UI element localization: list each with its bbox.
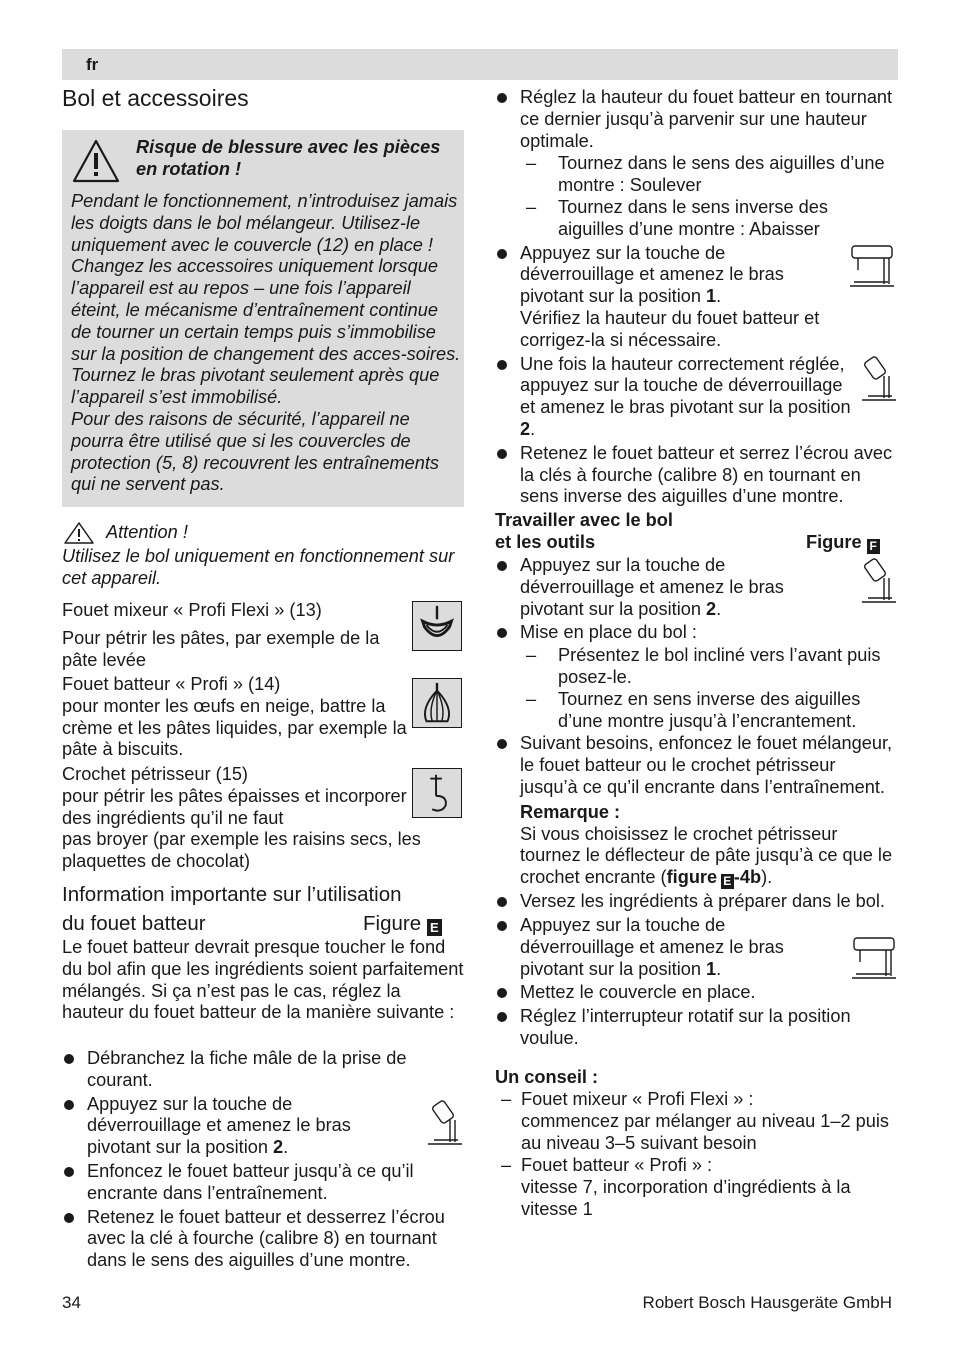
dough-hook-icon [412,768,462,818]
mixer-arm-lowered-icon [848,240,896,290]
list-item [495,733,898,889]
warning-paragraph: Pendant le fonctionnement, n’introduisez jamais les doigts dans le bol mélangeur. Utilisez-le uniquement avec le couvercle (12) en place ! [71,191,458,255]
info-heading-line: du fouet batteur [62,912,206,935]
tip-body: vitesse 7, incorporation d’ingrédients à la vitesse 1 [521,1177,851,1219]
list-item: Appuyez sur la touche de déverrouillage et amenez le bras pivotant sur la position 1. [495,915,825,980]
right-bullet-list-2 [495,555,898,1050]
remark-end: ). [761,867,773,888]
remark-figure-suffix: -4b [733,867,762,888]
list-item [62,1207,464,1272]
position-number: 2 [273,1137,284,1158]
list-item [495,443,898,508]
mixer-arm-lowered-icon [850,932,898,982]
remark-figure-word: figure [666,867,718,888]
company-name: Robert Bosch Hausgeräte GmbH [642,1293,892,1312]
list-item: Appuyez sur la touche de déverrouillage et amenez le bras pivotant sur la position 2. [495,555,825,620]
dash-list [520,645,898,732]
dash-item: – Tournez dans le sens inverse des aiguilles d’une montre : Abaisser [520,197,898,241]
list-item [495,982,898,1004]
work-figure-ref [806,532,880,554]
list-item: Une fois la hauteur correctement réglée, appuyez sur la touche de déverrouillage et amenez le bras pivotant sur la position 2. [495,354,860,441]
mixer-arm-raised-icon [420,1098,468,1148]
list-item [495,1006,898,1050]
warning-triangle-icon [72,139,120,183]
language-bar [62,49,898,80]
work-heading-line: Travailler avec le bol [495,510,673,530]
list-item-extra: Vérifiez la hauteur du fouet batteur et corrigez-la si nécessaire. [520,307,820,350]
warning-box [62,130,464,507]
tip-item [495,1089,895,1154]
dash-item: – Tournez dans le sens des aiguilles d’une montre : Soulever [520,153,898,197]
remark-body: Si vous choisissez le crochet pétrisseur tournez le déflecteur de pâte jusqu’à ce que le crochet encrante ( [520,823,893,888]
list-item-text: Retenez le fouet batteur et desserrez l’écrou avec la clé à fourche (calibre 8) en tournant dans le sens des aiguilles d’une montre. [87,1206,445,1271]
info-text: Le fouet batteur devrait presque toucher le fond du bol afin que les ingrédients soient parfaitement mélangés. Si ça n’est pas le cas, réglez la hauteur du fouet batteur de la manière suivante : [62,937,464,1023]
tip-head: – Fouet batteur « Profi » : [521,1155,713,1176]
list-item-text: Versez les ingrédients à préparer dans le bol. [520,891,885,912]
dash-item: – Présentez le bol incliné vers l’avant puis posez-le. [520,645,898,689]
tip-list [495,1089,895,1221]
dash-list [520,153,898,240]
list-item-text: Débranchez la fiche mâle de la prise de courant. [87,1048,407,1090]
mixer-arm-raised-icon [856,556,904,606]
warning-title: Risque de blessure avec les pièces en rotation ! [136,137,441,179]
list-item [62,1161,464,1205]
left-bullet-list [62,1048,464,1272]
list-item-text: Appuyez sur la touche de déverrouillage et amenez le bras pivotant sur la position [87,1093,351,1158]
list-item-text: Retenez le fouet batteur et serrez l’écrou avec la clés à fourche (calibre 8) en tournant en sens inverse des aiguilles d’une montre. [520,442,893,507]
info-figure-ref [363,909,442,938]
info-heading-line: Information importante sur l’utilisation [62,883,402,906]
warning-paragraph: Changez les accessoires uniquement lorsque l’appareil est au repos – une fois l’appareil éteint, le mécanisme d’entraînement continue de tourner un certain temps puis s’immobilise sur la position de changement des acces-soires. Tournez le bras pivotant seulement après que l’appareil s’est immobilisé. [71,256,461,408]
list-item: Appuyez sur la touche de déverrouillage et amenez le bras pivotant sur la position 2. [62,1094,377,1159]
figure-letter-badge: E [721,874,734,889]
right-bullet-list-1 [495,87,898,508]
list-item-text: Appuyez sur la touche de déverrouillage et amenez le bras pivotant sur la position [520,242,784,307]
remark-title: Remarque : [520,801,621,822]
dash-item: – Tournez en sens inverse des aiguilles d’une montre jusqu’à l’encrantement. [520,689,898,733]
tip-item [495,1155,895,1220]
position-number: 2 [706,598,717,619]
page-number: 34 [62,1293,81,1312]
list-item-text: Réglez l’interrupteur rotatif sur la position voulue. [520,1006,851,1048]
list-item-text: Mise en place du bol : [520,622,697,643]
list-item-text: Une fois la hauteur correctement réglée, appuyez sur la touche de déverrouillage et amenez le bras pivotant sur la position [520,353,851,418]
list-item-text: Enfoncez le fouet batteur jusqu’à ce qu’il encrante dans l’entraînement. [87,1160,414,1203]
attention-triangle-icon [64,522,94,544]
list-item: Appuyez sur la touche de déverrouillage et amenez le bras pivotant sur la position 1. Vérifiez la hauteur du fouet batteur et corrigez-la si nécessaire. [495,243,825,352]
accessory-name: Crochet pétrisseur (15) [62,764,248,784]
position-number: 1 [706,286,717,307]
list-item [495,622,898,732]
list-item [495,87,898,241]
accessory-item [62,674,407,761]
mixer-arm-raised-icon [856,354,904,404]
list-item [62,1048,464,1092]
accessory-item [62,764,407,829]
tip-head: – Fouet mixeur « Profi Flexi » : [521,1089,754,1109]
work-heading-line: et les outils [495,531,596,552]
accessory-item [62,600,407,671]
warning-body [71,191,461,496]
accessory-desc: Pour pétrir les pâtes, par exemple de la pâte levée [62,627,380,670]
warning-paragraph: Pour des raisons de sécurité, l’appareil ne pourra être utilisé que si les couvercles de protection (5, 8) recouvrent les entraînements qui ne servent pas. [71,408,439,495]
position-number: 2 [520,418,531,439]
remark-text [520,824,898,890]
accessory-desc-cont: pas broyer (par exemple les raisins secs, les plaquettes de chocolat) [62,829,421,871]
section-title: Bol et accessoires [62,85,249,111]
list-item-text: Mettez le couvercle en place. [520,982,756,1003]
list-item-text: Suivant besoins, enfoncez le fouet mélangeur, le fouet batteur ou le crochet pétrisseur jusqu’à ce qu’il encrante dans l’entraînement. [520,733,893,797]
list-item-text: Réglez la hauteur du fouet batteur en tournant ce dernier jusqu’à parvenir sur une hauteur optimale. [520,87,893,151]
figure-letter-badge: E [427,919,442,936]
tip-body: commencez par mélanger au niveau 1–2 puis au niveau 3–5 suivant besoin [521,1110,890,1153]
list-item-text: Appuyez sur la touche de déverrouillage et amenez le bras pivotant sur la position [520,914,784,979]
info-heading [62,880,402,938]
accessory-name: Fouet batteur « Profi » (14) [62,674,281,694]
tip-title: Un conseil : [495,1067,599,1087]
figure-label: Figure [806,532,862,552]
attention-title: Attention ! [106,522,188,542]
attention-text: Utilisez le bol uniquement en fonctionnement sur cet appareil. [62,546,455,588]
accessory-desc: pour monter les œufs en neige, battre la crème et les pâtes liquides, par exemple la pâte à biscuits. [62,695,407,760]
whisk-icon [412,678,462,728]
accessory-name: Fouet mixeur « Profi Flexi » (13) [62,600,322,620]
language-code: fr [86,55,99,74]
flexi-beater-icon [412,601,462,651]
figure-letter-badge: F [867,539,880,554]
list-item [495,891,898,913]
list-item-text: Appuyez sur la touche de déverrouillage et amenez le bras pivotant sur la position [520,555,784,619]
accessory-desc: pour pétrir les pâtes épaisses et incorporer des ingrédients qu’il ne faut [62,785,407,828]
position-number: 1 [706,958,717,979]
figure-label: Figure [363,912,422,935]
work-heading [495,510,673,554]
